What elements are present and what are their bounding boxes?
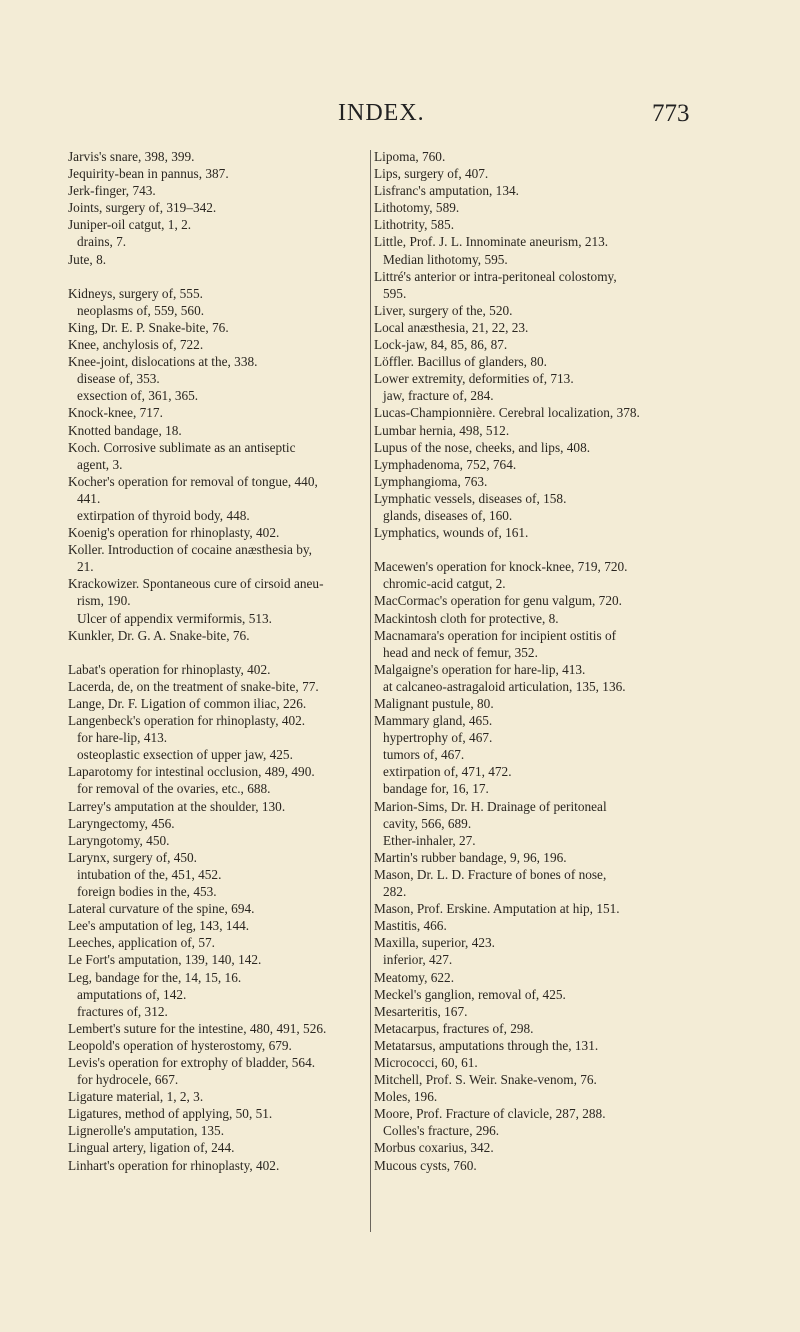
index-entry: Krackowizer. Spontaneous cure of cirsoid aneu- [68, 576, 324, 592]
index-entry: Ligatures, method of applying, 50, 51. [68, 1106, 273, 1122]
index-entry: Laryngotomy, 450. [68, 832, 170, 848]
index-entry: Lingual artery, ligation of, 244. [68, 1140, 235, 1156]
index-entry: Meckel's ganglion, removal of, 425. [374, 986, 566, 1002]
index-entry: Lumbar hernia, 498, 512. [374, 422, 510, 438]
index-entry: Lipoma, 760. [374, 149, 446, 164]
index-subentry: for hare-lip, 413. [77, 730, 168, 746]
index-entry: Mackintosh cloth for protective, 8. [374, 610, 559, 626]
index-entry: Lithotomy, 589. [374, 200, 460, 216]
index-entry: Lymphatic vessels, diseases of, 158. [374, 490, 567, 506]
index-entry: Levis's operation for extrophy of bladder, 564. [68, 1054, 316, 1070]
index-entry: Lembert's suture for the intestine, 480, 491, 526. [68, 1020, 327, 1036]
section-gap [68, 268, 370, 285]
index-entry: Lock-jaw, 84, 85, 86, 87. [374, 337, 508, 353]
index-entry: Lower extremity, deformities of, 713. [374, 371, 574, 387]
page-number: 773 [652, 100, 690, 127]
index-entry: Marion-Sims, Dr. H. Drainage of peritoneal [374, 798, 607, 814]
index-entry: Leeches, application of, 57. [68, 935, 215, 951]
index-entry: Moore, Prof. Fracture of clavicle, 287, 288. [374, 1106, 606, 1122]
index-entry: Liver, surgery of the, 520. [374, 302, 513, 318]
index-entry-continuation: 441. [77, 490, 101, 506]
section-gap [68, 644, 370, 661]
index-entry: Leg, bandage for the, 14, 15, 16. [68, 969, 242, 985]
index-entry: Koller. Introduction of cocaine anæsthesia by, [68, 542, 312, 558]
index-column-right [374, 148, 728, 1174]
index-subentry: for removal of the ovaries, etc., 688. [77, 781, 271, 797]
index-entry: MacCormac's operation for genu valgum, 720. [374, 593, 622, 609]
index-entry: Knock-knee, 717. [68, 405, 163, 421]
index-subentry: foreign bodies in the, 453. [77, 884, 217, 900]
index-entry: Maxilla, superior, 423. [374, 935, 495, 951]
index-entry: Leopold's operation of hysterostomy, 679. [68, 1037, 292, 1053]
index-entry: Lymphadenoma, 752, 764. [374, 456, 517, 472]
index-entry: Littré's anterior or intra-peritoneal colostomy, [374, 268, 617, 284]
index-subentry: intubation of the, 451, 452. [77, 866, 222, 882]
index-entry: Malgaigne's operation for hare-lip, 413. [374, 661, 586, 677]
index-subentry: exsection of, 361, 365. [77, 388, 199, 404]
index-subentry: neoplasms of, 559, 560. [77, 302, 205, 318]
index-entry: Lignerolle's amputation, 135. [68, 1123, 225, 1139]
section-gap [374, 541, 728, 558]
index-subentry: drains, 7. [77, 234, 127, 250]
index-entry: Jarvis's snare, 398, 399. [68, 149, 195, 164]
index-entry: Morbus coxarius, 342. [374, 1140, 494, 1156]
index-entry: Laryngectomy, 456. [68, 815, 175, 831]
index-entry: Mastitis, 466. [374, 918, 447, 934]
index-entry: Kidneys, surgery of, 555. [68, 285, 203, 301]
index-subentry: bandage for, 16, 17. [383, 781, 489, 797]
index-entry: Metatarsus, amputations through the, 131. [374, 1037, 599, 1053]
index-entry-continuation: rism, 190. [77, 593, 131, 609]
index-entry-continuation: agent, 3. [77, 456, 123, 472]
index-entry: Kunkler, Dr. G. A. Snake-bite, 76. [68, 627, 250, 643]
index-entry: Lymphangioma, 763. [374, 473, 488, 489]
index-entry: Mammary gland, 465. [374, 713, 493, 729]
index-entry: Lange, Dr. F. Ligation of common iliac, 226. [68, 696, 307, 711]
index-subentry: hypertrophy of, 467. [383, 730, 493, 746]
index-entry: Micrococci, 60, 61. [374, 1054, 478, 1070]
index-entry: Koch. Corrosive sublimate as an antiseptic [68, 439, 296, 455]
index-entry: Mucous cysts, 760. [374, 1157, 477, 1173]
index-entry: Jute, 8. [68, 251, 107, 267]
index-entry: Lips, surgery of, 407. [374, 166, 489, 182]
index-entry: Larrey's amputation at the shoulder, 130. [68, 798, 286, 814]
index-entry-continuation: 21. [77, 559, 94, 575]
index-entry: Labat's operation for rhinoplasty, 402. [68, 661, 271, 677]
index-subentry: Ether-inhaler, 27. [383, 832, 476, 848]
index-entry: Metacarpus, fractures of, 298. [374, 1020, 534, 1036]
index-subentry: for hydrocele, 667. [77, 1072, 179, 1088]
index-subentry: extirpation of thyroid body, 448. [77, 507, 250, 523]
index-entry: Lupus of the nose, cheeks, and lips, 408. [374, 439, 591, 455]
index-entry-continuation: 282. [383, 884, 407, 900]
index-entry: Mason, Prof. Erskine. Amputation at hip, 151. [374, 901, 620, 917]
page-title: INDEX. [338, 100, 425, 126]
index-subentry: Colles's fracture, 296. [383, 1123, 500, 1139]
index-entry: Moles, 196. [374, 1089, 438, 1105]
index-entry: Mitchell, Prof. S. Weir. Snake-venom, 76. [374, 1072, 597, 1088]
index-entry: Lee's amputation of leg, 143, 144. [68, 918, 250, 934]
index-entry: Macnamara's operation for incipient ostitis of [374, 627, 617, 643]
index-entry-continuation: 595. [383, 285, 407, 301]
index-entry: Lisfranc's amputation, 134. [374, 183, 519, 199]
page-header [0, 100, 800, 134]
index-entry: Le Fort's amputation, 139, 140, 142. [68, 952, 262, 968]
index-entry: Koenig's operation for rhinoplasty, 402. [68, 525, 280, 541]
index-entry: Martin's rubber bandage, 9, 96, 196. [374, 849, 567, 865]
index-subentry: Median lithotomy, 595. [383, 251, 508, 267]
index-entry: Lacerda, de, on the treatment of snake-bite, 77. [68, 678, 319, 694]
index-subentry: amputations of, 142. [77, 986, 187, 1002]
index-subentry: fractures of, 312. [77, 1003, 168, 1019]
index-entry: Malignant pustule, 80. [374, 696, 494, 711]
index-entry: Laparotomy for intestinal occlusion, 489, 490. [68, 764, 315, 780]
index-entry: Jerk-finger, 743. [68, 183, 156, 199]
index-entry: Meatomy, 622. [374, 969, 455, 985]
index-entry: Kocher's operation for removal of tongue, 440, [68, 473, 318, 489]
index-entry: Local anæsthesia, 21, 22, 23. [374, 319, 529, 335]
index-column-left [68, 148, 370, 1174]
index-entry: Mason, Dr. L. D. Fracture of bones of nose, [374, 866, 607, 882]
index-entry-continuation: head and neck of femur, 352. [383, 644, 538, 660]
index-entry: Jequirity-bean in pannus, 387. [68, 166, 229, 182]
index-entry: Macewen's operation for knock-knee, 719, 720. [374, 559, 628, 575]
index-entry-continuation: cavity, 566, 689. [383, 815, 472, 831]
index-subentry: disease of, 353. [77, 371, 160, 387]
index-entry: Joints, surgery of, 319–342. [68, 200, 217, 216]
index-subentry: tumors of, 467. [383, 747, 465, 763]
index-subentry: at calcaneo-astragaloid articulation, 135, 136. [383, 678, 626, 694]
index-subentry: glands, diseases of, 160. [383, 507, 513, 523]
index-entry: Lithotrity, 585. [374, 217, 455, 233]
index-subentry: chromic-acid catgut, 2. [383, 576, 506, 592]
index-subentry: Ulcer of appendix vermiformis, 513. [77, 610, 272, 626]
index-subentry: jaw, fracture of, 284. [383, 388, 494, 404]
index-subentry: osteoplastic exsection of upper jaw, 425. [77, 747, 293, 763]
index-subentry: inferior, 427. [383, 952, 453, 968]
index-entry: Larynx, surgery of, 450. [68, 849, 198, 865]
index-entry: Knee-joint, dislocations at the, 338. [68, 354, 258, 370]
index-entry: Lucas-Championnière. Cerebral localization, 378. [374, 405, 640, 421]
index-entry: Löffler. Bacillus of glanders, 80. [374, 354, 547, 370]
index-entry: Knotted bandage, 18. [68, 422, 182, 438]
index-entry: Langenbeck's operation for rhinoplasty, 402. [68, 713, 306, 729]
index-entry: King, Dr. E. P. Snake-bite, 76. [68, 319, 229, 335]
index-entry: Lymphatics, wounds of, 161. [374, 525, 529, 541]
index-entry: Mesarteritis, 167. [374, 1003, 468, 1019]
index-entry: Linhart's operation for rhinoplasty, 402. [68, 1157, 280, 1173]
column-divider [370, 150, 371, 1232]
index-entry: Little, Prof. J. L. Innominate aneurism, 213. [374, 234, 609, 250]
index-entry: Knee, anchylosis of, 722. [68, 337, 204, 353]
index-entry: Juniper-oil catgut, 1, 2. [68, 217, 192, 233]
index-entry: Lateral curvature of the spine, 694. [68, 901, 255, 917]
index-entry: Ligature material, 1, 2, 3. [68, 1089, 204, 1105]
index-subentry: extirpation of, 471, 472. [383, 764, 512, 780]
